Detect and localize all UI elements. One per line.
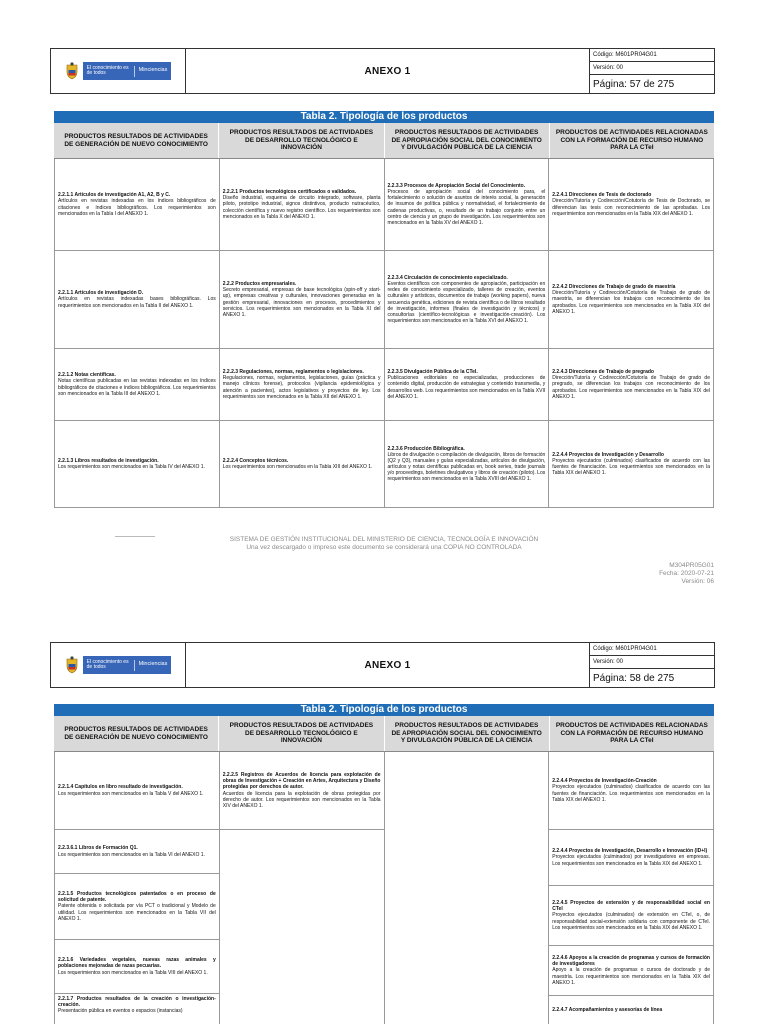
cell-title: 2.2.3.5 Divulgación Pública de la CTeI.: [387, 369, 478, 376]
coat-of-arms-icon: [65, 62, 79, 80]
page-number: Página: 57 de 275: [593, 78, 675, 90]
cell-text: Los requerimientos son mencionados en la Tabla XIII del ANEXO 1.: [222, 464, 373, 470]
table-title: Tabla 2. Tipología de los productos: [54, 111, 714, 123]
document-header: [50, 642, 715, 688]
cell-text: Apoyo a la creación de programas o cursos de doctorado y de maestría. Los requerimientos son mencionados en la Tabla XIX del ANEXO 1.: [552, 967, 710, 986]
cell-title: 2.2.4.1 Direcciones de Tesis de doctorado: [552, 192, 652, 199]
cell-text: Los requerimientos son mencionados en la Tabla VI del ANEXO 1.: [58, 851, 205, 858]
cell-text: Dirección/Tutoría y Codirección/Cotutoría de Trabajo de grado de pregrado, se diferencian los trabajos con reconocimiento de los aprobados. Los requerimientos son mencionados en la Tabla XIX del ANEXO 1.: [552, 375, 710, 400]
column-apropiacion: [385, 159, 550, 507]
cell-title: 2.2.1.3 Libros resultados de investigación.: [58, 457, 159, 464]
table-header: [54, 716, 714, 752]
logo-slogan: El conocimiento es de todos: [83, 66, 135, 77]
cell-text: Los requerimientos son mencionados en la Tabla IV del ANEXO 1.: [58, 464, 205, 470]
column-generacion: [55, 159, 220, 507]
footer-copy-note: Una vez descargado o impreso este documento se considerará una COPIA NO CONTROLADA: [246, 544, 522, 551]
cell-title: 2.2.2.3 Regulaciones, normas, reglamentos o legislaciones.: [222, 369, 364, 376]
document-meta: [589, 643, 714, 687]
cell-title: 2.2.2.5 Registros de Acuerdos de licencia para explotación de obras de Investigación + Creación en Artes, Arquitectura y Diseño protegidas por derechos de autor.: [222, 772, 381, 791]
cell-title: 2.2.2.4 Conceptos técnicos.: [222, 457, 289, 464]
table-cell: [55, 752, 219, 830]
cell-title: 2.2.3.4 Circulación de conocimiento especializado.: [387, 275, 508, 282]
col-header-formacion: PRODUCTOS DE ACTIVIDADES RELACIONADAS CON LA FORMACIÓN DE RECURSO HUMANO PARA LA CTeI: [555, 722, 708, 745]
cell-title: 2.2.4.4 Proyectos de Investigación-Creación: [552, 778, 657, 785]
logo-banner: [83, 656, 172, 674]
coat-of-arms-icon: [65, 656, 79, 674]
cell-title: 2.2.4.4 Proyectos de Investigación y Desarrollo: [552, 451, 664, 458]
cell-title: 2.2.1.1 Artículos de investigación A1, A2, B y C.: [58, 192, 171, 199]
table-cell: [385, 251, 549, 349]
col-header-generacion: PRODUCTOS RESULTADOS DE ACTIVIDADES DE GENERACIÓN DE NUEVO CONOCIMIENTO: [54, 716, 219, 751]
cell-text: Proyectos ejecutados (culminados) clasificados de acuerdo con las fuentes de financiación. Los requerimientos son mencionados en la Tabla XIX del ANEXO 1.: [552, 784, 710, 803]
table-cell: [549, 349, 713, 421]
cell-text: Libros de divulgación o compilación de divulgación, libros de formación (Q2 y Q3), manuales y guías especializadas, artículos de divulgación, artículos y notas científicas publicadas en, book series, trade journals y/o proceedings, boletines divulgativos y libros de creación (piloto). Los requerimientos son mencionados en la Tabla XVIII del ANEXO 1.: [387, 451, 546, 483]
cell-title: 2.2.3.6 Producción Bibliográfica.: [387, 445, 465, 452]
table-cell: [549, 886, 713, 946]
cell-text: Artículos en revistas indexadas en los índices bibliográficos de citaciones e índices bibliográficos. Los requerimientos son mencionados en la Tabla I del ANEXO 1.: [58, 198, 216, 217]
column-apropiacion: [385, 752, 550, 1024]
cell-title: 2.2.1.7 Productos resultados de la creación o investigación-creación.: [58, 996, 216, 1009]
table-cell: [549, 996, 713, 1024]
cell-title: 2.2.4.7 Acompañamientos y asesorías de línea: [552, 1006, 663, 1013]
cell-text: Proyectos ejecutados (culminados) de extensión en CTeI, o, de responsabilidad social-extensión solidaria con componente de CTeI. Los requerimientos son mencionados en la Tabla XIX del ANEXO 1.: [552, 912, 710, 931]
logo-brand: Minciencias: [138, 67, 168, 74]
col-header-generacion: PRODUCTOS RESULTADOS DE ACTIVIDADES DE GENERACIÓN DE NUEVO CONOCIMIENTO: [54, 123, 219, 158]
col-header-apropiacion: PRODUCTOS RESULTADOS DE ACTIVIDADES DE APROPIACIÓN SOCIAL DEL CONOCIMIENTO Y DIVULGACIÓN PÚBLICA DE LA CIENCIA: [385, 716, 550, 751]
col-header-desarrollo: PRODUCTOS RESULTADOS DE ACTIVIDADES DE DESARROLLO TECNOLÓGICO E INNOVACIÓN: [219, 716, 384, 751]
cell-text: Regulaciones, normas, reglamentos, legislaciones, guías (práctica y manejo clínicos forense), protocolos (vigilancia epidemiológica y atención a pacientes), actos legislativos y proyectos de ley. Los requerimientos son mencionados en la Tabla XII del ANEXO 1.: [222, 375, 381, 400]
table-title: Tabla 2. Tipología de los productos: [54, 704, 714, 716]
cell-title: 2.2.4.6 Apoyos a la creación de programas y cursos de formación de investigadores: [552, 955, 710, 968]
table-cell: [55, 940, 219, 994]
col-header-desarrollo: PRODUCTOS RESULTADOS DE ACTIVIDADES DE DESARROLLO TECNOLÓGICO E INNOVACIÓN: [219, 123, 384, 158]
table-cell: [549, 752, 713, 830]
cell-text: Notas científicas publicadas en las revistas indexadas en los índices bibliográficos de citaciones e índices bibliográficos. Los requerimientos son mencionados en la Tabla III del ANEXO 1.: [58, 378, 216, 397]
table-cell: [220, 159, 384, 251]
table-cell: [549, 421, 713, 507]
cell-text: Eventos científicos con componentes de apropiación, participación en redes de conocimiento especializado, talleres de creación, eventos culturales y artísticos, documentos de trabajo (working papers), nueva secuencia genética, ediciones de revista científica o de libros resultado de investigación, informes (finales de investigación y técnicos) y consultorías (científico-tecnológicas e investigación-creación). Los requerimientos son mencionados en la Tabla XVI del ANEXO 1.: [387, 281, 546, 324]
table-cell-empty: [385, 752, 549, 1024]
footer-date: Fecha: 2020-07-21: [659, 570, 714, 577]
table-cell: [220, 251, 384, 349]
document-meta: [589, 49, 714, 93]
footer-code: M304PR05G01: [669, 562, 714, 569]
table-cell: [55, 421, 219, 507]
table-cell: [220, 421, 384, 507]
document-code: Código: M601PR04G01: [590, 643, 714, 656]
table-cell: [549, 159, 713, 251]
cell-title: 2.2.1.6 Variedades vegetales, nuevas razas animales y poblaciones mejoradas de razas pecuarias.: [58, 957, 216, 970]
page-number: Página: 58 de 275: [593, 672, 675, 684]
table-cell: [385, 349, 549, 421]
table-cell: [385, 421, 549, 507]
cell-title: 2.2.3.6.1 Libros de Formación Q1.: [58, 845, 138, 852]
cell-title: 2.2.2.1 Productos tecnológicos certificados o validados.: [222, 189, 357, 196]
column-formacion: [549, 752, 714, 1024]
cell-text: Los requerimientos son mencionados en la Tabla V del ANEXO 1.: [58, 790, 204, 797]
products-table-page-58: [54, 704, 714, 1024]
products-table-page-57: [54, 111, 714, 508]
cell-text: Artículos en revistas indexadas bases bibliográficas. Los requerimientos son mencionados en la Tabla II del ANEXO 1.: [58, 296, 216, 309]
table-body: [54, 159, 714, 508]
table-cell: [549, 946, 713, 996]
table-cell: [549, 830, 713, 886]
cell-text: Proyectos ejecutados (culminados) clasificados de acuerdo con las fuentes de financiación. Los requerimientos son mencionados en la Tabla XIX del ANEXO 1.: [552, 457, 710, 477]
cell-text: Procesos de apropiación social del conocimiento para, el fortalecimiento o solución de asuntos de interés social, la generación de insumos de política pública y normatividad, el fortalecimiento de cadenas productivas, o, resultado de un trabajo conjunto entre un centro de ciencia y un grupo de investigación. Los requerimientos son mencionados en la Tabla XV del ANEXO 1.: [387, 189, 546, 226]
logo-cell: [51, 49, 186, 93]
cell-title: 2.2.4.4 Proyectos de Investigación, Desarrollo e Innovación (ID+I): [552, 848, 708, 855]
table-header: [54, 123, 714, 159]
cell-title: 2.2.1.1 Artículos de investigación D.: [58, 290, 144, 297]
table-cell: [55, 159, 219, 251]
document-version: Versión: 00: [590, 656, 714, 669]
table-body: [54, 752, 714, 1024]
cell-text: Diseño industrial, esquema de circuito integrado, software, planta piloto, prototipo industrial, signos distintivos, producto nutracéutico, colección científica y nuevo registro científico. Los requerimientos son mencionados en la Tabla X del ANEXO 1.: [222, 195, 381, 220]
minciencias-logo: [65, 62, 172, 80]
cell-text: Secreto empresarial, empresas de base tecnológica (spin-off y start-up), empresas creativas y culturales, innovaciones generadas en la gestión empresarial, innovaciones en procesos, procedimientos y servicios. Los requerimientos son mencionados en la Tabla XI del ANEXO 1.: [222, 287, 381, 318]
table-cell: [55, 349, 219, 421]
cell-text: Presentación pública en eventos o espacios (instancias): [58, 1008, 183, 1015]
minciencias-logo: [65, 656, 172, 674]
cell-text: Patente obtenida o solicitada por vía PCT o tradicional y Modelo de utilidad. Los requerimientos son mencionados en la Tabla VII del ANEXO 1.: [58, 903, 216, 922]
cell-title: 2.2.2 Productos empresariales.: [222, 281, 297, 288]
column-generacion: [55, 752, 220, 1024]
cell-title: 2.2.4.2 Direcciones de Trabajo de grado de maestría: [552, 284, 676, 291]
table-cell: [220, 752, 384, 830]
footer-version: Versión: 06: [681, 578, 714, 585]
table-cell: [55, 874, 219, 940]
table-cell: [220, 349, 384, 421]
document-header: [50, 48, 715, 94]
document-title: ANEXO 1: [364, 65, 411, 77]
cell-title: 2.2.1.5 Productos tecnológicos patentados o en proceso de solicitud de patente.: [58, 891, 216, 904]
table-cell: [549, 251, 713, 349]
cell-title: 2.2.4.3 Direcciones de Trabajo de pregrado: [552, 369, 654, 376]
logo-slogan: El conocimiento es de todos: [83, 660, 135, 671]
footer-system: SISTEMA DE GESTIÓN INSTITUCIONAL DEL MINISTERIO DE CIENCIA, TECNOLOGÍA E INNOVACIÓN: [229, 536, 539, 543]
cell-title: 2.2.1.2 Notas científicas.: [58, 372, 116, 379]
document-title: ANEXO 1: [364, 659, 411, 671]
document-code: Código: M601PR04G01: [590, 49, 714, 62]
cell-text: Acuerdos de licencia para la explotación de obras protegidas por derecho de autor. Los requerimientos son mencionados en la Tabla XIV del ANEXO 1.: [222, 790, 381, 809]
table-cell: [385, 159, 549, 251]
col-header-apropiacion: PRODUCTOS RESULTADOS DE ACTIVIDADES DE APROPIACIÓN SOCIAL DEL CONOCIMIENTO Y DIVULGACIÓN PÚBLICA DE LA CIENCIA: [385, 123, 550, 158]
column-formacion: [549, 159, 714, 507]
table-cell: [55, 830, 219, 874]
cell-text: Dirección/Tutoría y Codirección/Cotutoría de Trabajo de grado de maestría, se diferencian los trabajos con reconocimiento de los aprobados. Los requerimientos son mencionados en la Tabla XIX del ANEXO 1.: [552, 290, 710, 315]
cell-text: Dirección/Tutoría y Codirección/Cotutoría de Tesis de Doctorado, se diferencian las tesis con reconocimiento de las aprobadas. Los requerimientos son mencionados en la Tabla XIX del ANEXO 1.: [552, 198, 710, 217]
cell-title: 2.2.3.3 Procesos de Apropiación Social del Conocimiento.: [387, 183, 526, 190]
table-cell: [55, 251, 219, 349]
column-desarrollo: [220, 752, 385, 1024]
cell-text: Publicaciones editoriales no especializadas, producciones de contenido digital, producción de estrategias y contenido transmedia, y desarrollos web. Los requerimientos son mencionados en la Tabla XVII del ANEXO 1.: [387, 375, 546, 400]
logo-cell: [51, 643, 186, 687]
logo-banner: [83, 62, 172, 80]
logo-brand: Minciencias: [138, 661, 168, 668]
column-desarrollo: [220, 159, 385, 507]
cell-text: Los requerimientos son mencionados en la Tabla VIII del ANEXO 1.: [58, 969, 208, 976]
col-header-formacion: PRODUCTOS DE ACTIVIDADES RELACIONADAS CON LA FORMACIÓN DE RECURSO HUMANO PARA LA CTeI: [555, 129, 708, 152]
cell-text: Proyectos ejecutados (culminados) por investigadores en empresas. Los requerimientos son mencionados en la Tabla XIX del ANEXO 1.: [552, 854, 710, 867]
cell-title: 2.2.4.5 Proyectos de extensión y de responsabilidad social en CTeI: [552, 900, 710, 913]
table-cell-empty: [220, 830, 384, 1024]
cell-title: 2.2.1.4 Capítulos en libro resultado de investigación.: [58, 784, 183, 791]
table-cell: [55, 994, 219, 1024]
document-version: Versión: 00: [590, 62, 714, 75]
